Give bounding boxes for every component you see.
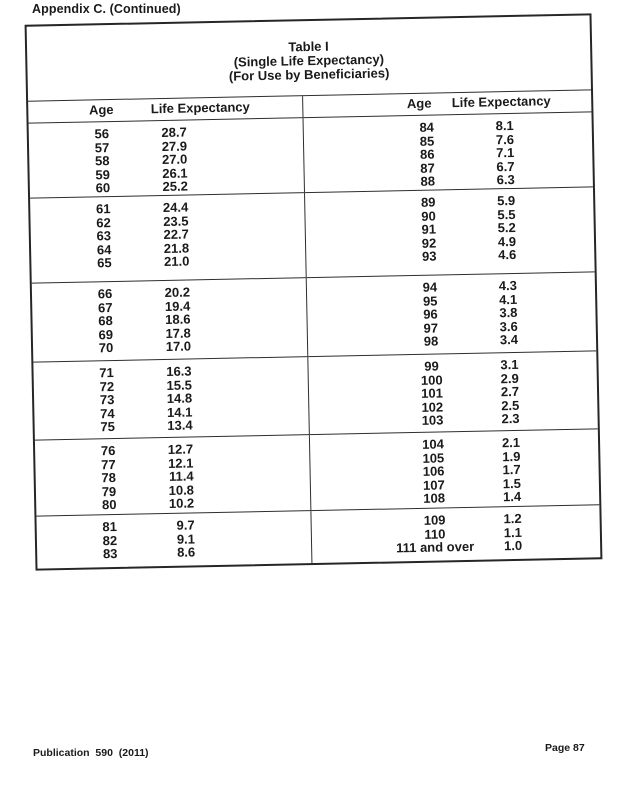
life-expectancy-cell: 1.9	[502, 448, 521, 464]
life-expectancy-cell: 3.1	[500, 356, 519, 373]
table-body	[29, 112, 601, 568]
life-expectancy-cell: 8.1	[495, 117, 514, 134]
column-header-life-expectancy-left: Life Expectancy	[150, 99, 250, 117]
table-band-right-half	[305, 187, 595, 277]
life-expectancy-cell: 4.9	[497, 233, 517, 250]
footer-page-number: Page 87	[545, 742, 585, 754]
life-expectancy-cell: 24.4	[162, 199, 189, 216]
age-cell: 105	[422, 450, 445, 466]
table-band-left-half	[35, 435, 311, 516]
age-cell: 102	[421, 399, 444, 415]
age-cell: 110	[424, 525, 446, 542]
life-expectancy-cell: 4.3	[498, 277, 518, 294]
table-band-right-half	[304, 112, 593, 192]
age-cell: 76	[100, 443, 116, 459]
age-cell: 57	[94, 139, 110, 155]
life-expectancy-cell: 9.1	[176, 531, 196, 547]
age-cell: 60	[95, 180, 111, 196]
life-expectancy-cell: 19.4	[164, 298, 191, 314]
table-band-left-half	[32, 278, 309, 362]
life-expectancy-cell: 21.8	[163, 240, 190, 256]
life-expectancy-cell: 14.1	[166, 404, 193, 420]
age-cell: 96	[423, 306, 438, 322]
table-band	[35, 429, 599, 516]
table-band	[36, 505, 600, 568]
age-cell: 75	[100, 419, 116, 435]
age-cell: 70	[98, 340, 114, 356]
age-cell: 62	[96, 214, 111, 230]
life-expectancy-cell: 10.2	[168, 495, 195, 512]
life-expectancy-cell: 2.3	[501, 411, 520, 427]
life-expectancy-cell: 2.5	[501, 397, 520, 414]
age-cell: 66	[97, 286, 113, 302]
column-header-age-left: Age	[88, 101, 114, 118]
age-cell: 82	[102, 532, 118, 548]
age-cell: 103	[421, 412, 444, 429]
age-cell: 80	[101, 497, 117, 513]
age-cell: 107	[422, 477, 445, 493]
age-cell: 59	[95, 166, 110, 183]
table-band-right-half	[308, 351, 597, 434]
life-expectancy-cell: 27.9	[161, 138, 188, 154]
life-expectancy-cell: 13.4	[167, 417, 193, 434]
life-expectancy-cell: 12.1	[167, 455, 194, 471]
life-expectancy-cell: 28.7	[161, 124, 187, 141]
life-expectancy-cell: 27.0	[161, 151, 188, 168]
age-cell: 71	[99, 365, 114, 381]
life-expectancy-cell: 2.7	[500, 384, 520, 400]
life-expectancy-cell: 3.6	[499, 318, 518, 335]
life-expectancy-cell: 23.5	[163, 213, 189, 229]
table-band-right-half	[307, 272, 597, 356]
life-expectancy-cell: 2.1	[501, 434, 521, 451]
age-cell: 58	[94, 153, 110, 169]
age-cell: 83	[102, 546, 118, 562]
age-cell: 94	[422, 279, 438, 295]
life-expectancy-cell: 1.5	[502, 475, 522, 492]
life-expectancy-cell: 5.2	[497, 220, 516, 236]
age-cell: 56	[94, 126, 110, 142]
age-cell: 69	[98, 326, 114, 343]
footer-publication: Publication 590 (2011)	[33, 747, 149, 759]
life-expectancy-cell: 15.5	[166, 377, 192, 393]
age-cell: 98	[423, 333, 439, 350]
age-cell: 95	[422, 293, 438, 309]
life-expectancy-cell: 1.7	[502, 462, 521, 478]
age-cell: 92	[421, 235, 437, 251]
age-cell: 72	[99, 378, 115, 394]
life-expectancy-cell: 4.1	[498, 291, 518, 307]
age-cell: 64	[96, 241, 112, 258]
age-cell: 111 and over	[395, 539, 475, 556]
table-band-left-half	[33, 357, 309, 440]
age-cell: 74	[100, 405, 115, 422]
life-expectancy-cell: 8.6	[176, 544, 196, 560]
life-expectancy-cell: 11.4	[168, 468, 194, 485]
column-header-life-expectancy-right: Life Expectancy	[451, 93, 551, 111]
table-band-left-half	[29, 118, 305, 198]
age-cell: 78	[101, 470, 117, 486]
life-expectancy-cell: 17.0	[165, 338, 192, 355]
age-cell: 108	[423, 490, 446, 507]
age-cell: 87	[420, 160, 435, 176]
column-header-age-right: Age	[406, 95, 432, 112]
age-cell: 104	[422, 436, 445, 452]
table-band	[30, 187, 595, 283]
age-cell: 61	[95, 201, 111, 217]
life-expectancy-cell: 6.7	[496, 158, 515, 175]
age-cell: 91	[421, 221, 437, 238]
life-expectancy-cell: 5.5	[497, 206, 516, 222]
age-cell: 100	[420, 372, 443, 388]
age-cell: 89	[420, 194, 436, 210]
life-expectancy-cell: 5.9	[496, 192, 516, 209]
age-cell: 68	[98, 313, 113, 329]
life-expectancy-cell: 1.4	[502, 489, 522, 505]
table-band	[32, 272, 596, 362]
life-expectancy-cell: 10.8	[168, 482, 195, 498]
age-cell: 79	[101, 483, 117, 500]
table-band-left-half	[36, 511, 312, 569]
life-expectancy-cell: 25.2	[162, 178, 189, 195]
age-cell: 88	[420, 173, 436, 190]
life-expectancy-cell: 17.8	[165, 325, 191, 341]
age-cell: 109	[423, 512, 446, 528]
age-cell: 65	[96, 255, 112, 271]
age-cell: 99	[424, 358, 439, 374]
life-expectancy-cell: 7.1	[496, 145, 515, 161]
table-subtitle-2: (For Use by Beneficiaries)	[228, 65, 390, 84]
age-cell: 63	[96, 228, 112, 244]
single-life-expectancy-table	[25, 13, 603, 570]
life-expectancy-cell: 1.0	[503, 538, 523, 554]
age-cell: 85	[419, 133, 435, 149]
table-band-left-half	[30, 193, 307, 283]
life-expectancy-cell: 22.7	[163, 226, 189, 243]
table-band-right-half	[310, 429, 599, 510]
life-expectancy-cell: 20.2	[164, 284, 191, 300]
age-cell: 81	[102, 518, 118, 535]
table-band	[29, 112, 593, 198]
age-cell: 101	[421, 385, 444, 402]
table-subtitle-1: (Single Life Expectancy)	[233, 51, 385, 70]
life-expectancy-cell: 12.7	[167, 441, 194, 457]
age-cell: 97	[423, 320, 439, 336]
age-cell: 93	[421, 248, 437, 265]
life-expectancy-cell: 1.2	[503, 510, 522, 527]
table-band-right-half	[311, 505, 600, 563]
life-expectancy-cell: 21.0	[163, 253, 190, 270]
age-cell: 90	[421, 208, 436, 224]
life-expectancy-cell: 26.1	[162, 165, 188, 181]
age-cell: 84	[419, 119, 435, 135]
life-expectancy-cell: 3.8	[499, 305, 518, 321]
table-title: Table I	[288, 38, 329, 55]
life-expectancy-cell: 7.6	[495, 131, 515, 147]
age-cell: 77	[101, 456, 116, 472]
life-expectancy-cell: 6.3	[496, 172, 515, 188]
life-expectancy-cell: 1.1	[503, 524, 523, 540]
life-expectancy-cell: 2.9	[500, 370, 519, 386]
age-cell: 73	[99, 392, 115, 408]
table-band	[33, 351, 597, 440]
life-expectancy-cell: 14.8	[166, 390, 193, 407]
table-title-block	[27, 15, 591, 101]
life-expectancy-cell: 18.6	[165, 311, 191, 328]
life-expectancy-cell: 9.7	[176, 517, 195, 533]
life-expectancy-cell: 16.3	[166, 363, 192, 379]
age-cell: 67	[97, 299, 113, 315]
age-cell: 106	[422, 463, 445, 480]
life-expectancy-cell: 3.4	[499, 332, 519, 348]
age-cell: 86	[419, 146, 435, 163]
life-expectancy-cell: 4.6	[498, 247, 517, 263]
appendix-header: Appendix C. (Continued)	[32, 2, 181, 16]
